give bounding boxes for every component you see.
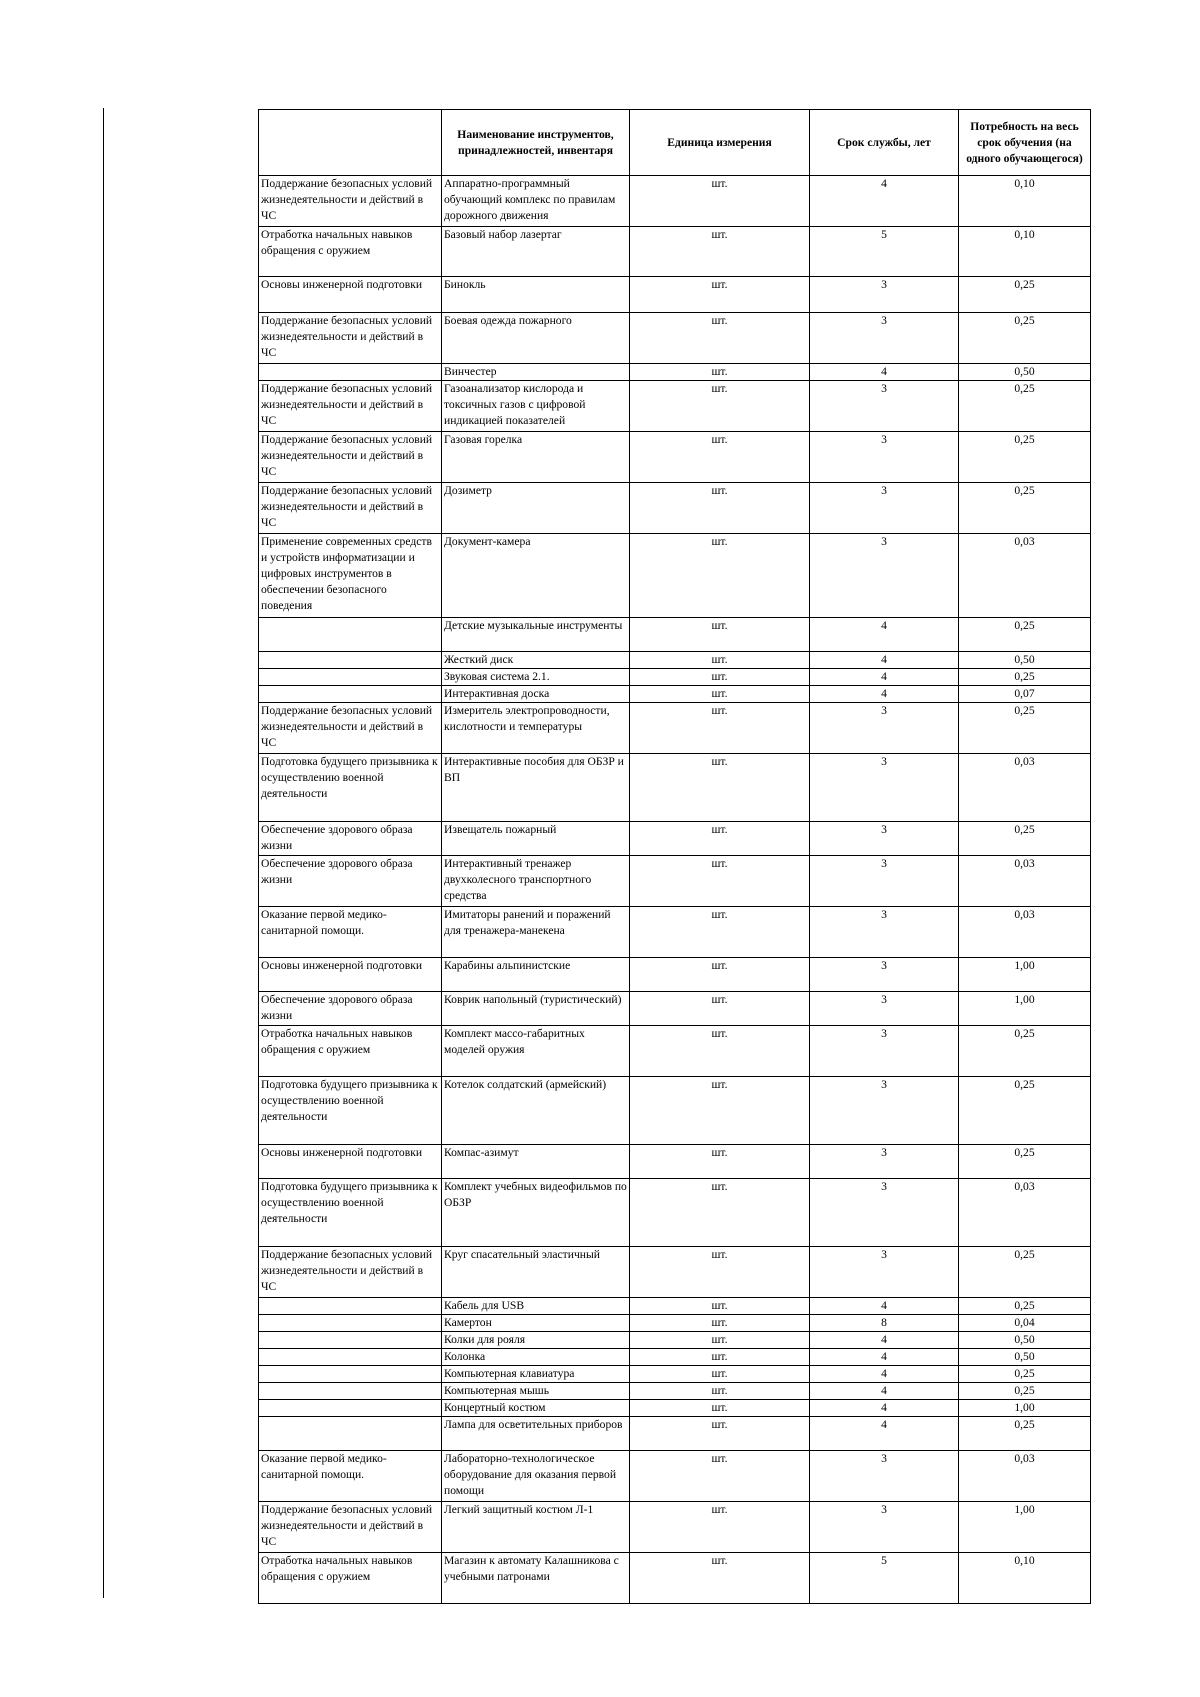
need-cell: 0,25 xyxy=(959,483,1091,534)
item-name-cell: Лампа для осветительных приборов xyxy=(442,1417,630,1451)
table-row xyxy=(259,618,1091,652)
need-cell: 0,25 xyxy=(959,1247,1091,1298)
table-row xyxy=(259,534,1091,618)
need-cell: 0,25 xyxy=(959,822,1091,856)
life-cell: 3 xyxy=(810,432,959,483)
table-row xyxy=(259,364,1091,381)
table-row xyxy=(259,1179,1091,1247)
item-name-cell: Звуковая система 2.1. xyxy=(442,669,630,686)
life-cell: 4 xyxy=(810,176,959,227)
item-name-cell: Комплект массо-габаритных моделей оружия xyxy=(442,1026,630,1077)
item-name-cell: Лабораторно-технологическое оборудование для оказания первой помощи xyxy=(442,1451,630,1502)
unit-cell: шт. xyxy=(630,313,810,364)
need-cell: 0,03 xyxy=(959,754,1091,822)
unit-cell: шт. xyxy=(630,176,810,227)
category-cell xyxy=(259,1383,442,1400)
category-cell: Отработка начальных навыков обращения с оружием xyxy=(259,1553,442,1604)
category-cell xyxy=(259,1349,442,1366)
item-name-cell: Компьютерная клавиатура xyxy=(442,1366,630,1383)
category-cell: Обеспечение здорового образа жизни xyxy=(259,822,442,856)
table-row xyxy=(259,754,1091,822)
category-cell xyxy=(259,618,442,652)
unit-cell: шт. xyxy=(630,992,810,1026)
item-name-cell: Жесткий диск xyxy=(442,652,630,669)
need-cell: 0,03 xyxy=(959,1451,1091,1502)
life-cell: 4 xyxy=(810,686,959,703)
header-category xyxy=(259,110,442,176)
need-cell: 0,50 xyxy=(959,1349,1091,1366)
table-body xyxy=(259,176,1091,1604)
category-cell: Подготовка будущего призывника к осуществлению военной деятельности xyxy=(259,754,442,822)
need-cell: 0,25 xyxy=(959,1145,1091,1179)
unit-cell: шт. xyxy=(630,277,810,313)
category-cell: Основы инженерной подготовки xyxy=(259,277,442,313)
category-cell: Поддержание безопасных условий жизнедеятельности и действий в ЧС xyxy=(259,313,442,364)
table-row xyxy=(259,958,1091,992)
category-cell xyxy=(259,364,442,381)
unit-cell: шт. xyxy=(630,1502,810,1553)
table-row xyxy=(259,703,1091,754)
category-cell xyxy=(259,686,442,703)
need-cell: 1,00 xyxy=(959,992,1091,1026)
item-name-cell: Магазин к автомату Калашникова с учебными патронами xyxy=(442,1553,630,1604)
item-name-cell: Концертный костюм xyxy=(442,1400,630,1417)
table-row xyxy=(259,432,1091,483)
table-row xyxy=(259,822,1091,856)
item-name-cell: Комплект учебных видеофильмов по ОБЗР xyxy=(442,1179,630,1247)
category-cell: Оказание первой медико-санитарной помощи. xyxy=(259,907,442,958)
category-cell: Подготовка будущего призывника к осуществлению военной деятельности xyxy=(259,1077,442,1145)
category-cell xyxy=(259,1400,442,1417)
need-cell: 0,04 xyxy=(959,1315,1091,1332)
need-cell: 0,25 xyxy=(959,703,1091,754)
category-cell: Поддержание безопасных условий жизнедеятельности и действий в ЧС xyxy=(259,703,442,754)
item-name-cell: Имитаторы ранений и поражений для тренажера-манекена xyxy=(442,907,630,958)
life-cell: 3 xyxy=(810,958,959,992)
life-cell: 3 xyxy=(810,1502,959,1553)
table-row xyxy=(259,176,1091,227)
category-cell: Поддержание безопасных условий жизнедеятельности и действий в ЧС xyxy=(259,483,442,534)
need-cell: 0,03 xyxy=(959,907,1091,958)
unit-cell: шт. xyxy=(630,1247,810,1298)
table-row xyxy=(259,1298,1091,1315)
life-cell: 3 xyxy=(810,907,959,958)
unit-cell: шт. xyxy=(630,534,810,618)
category-cell: Поддержание безопасных условий жизнедеятельности и действий в ЧС xyxy=(259,432,442,483)
life-cell: 4 xyxy=(810,669,959,686)
table-row xyxy=(259,856,1091,907)
table-row xyxy=(259,1349,1091,1366)
life-cell: 5 xyxy=(810,227,959,277)
unit-cell: шт. xyxy=(630,1315,810,1332)
category-cell: Поддержание безопасных условий жизнедеятельности и действий в ЧС xyxy=(259,1502,442,1553)
need-cell: 0,03 xyxy=(959,534,1091,618)
unit-cell: шт. xyxy=(630,1077,810,1145)
category-cell xyxy=(259,669,442,686)
category-cell xyxy=(259,1332,442,1349)
item-name-cell: Легкий защитный костюм Л-1 xyxy=(442,1502,630,1553)
need-cell: 0,25 xyxy=(959,1417,1091,1451)
life-cell: 3 xyxy=(810,1077,959,1145)
life-cell: 4 xyxy=(810,1298,959,1315)
category-cell xyxy=(259,1315,442,1332)
unit-cell: шт. xyxy=(630,856,810,907)
unit-cell: шт. xyxy=(630,381,810,432)
life-cell: 4 xyxy=(810,1332,959,1349)
category-cell: Подготовка будущего призывника к осуществлению военной деятельности xyxy=(259,1179,442,1247)
table-row xyxy=(259,1417,1091,1451)
margin-line xyxy=(103,108,104,1598)
life-cell: 3 xyxy=(810,703,959,754)
unit-cell: шт. xyxy=(630,1298,810,1315)
table-row xyxy=(259,1315,1091,1332)
item-name-cell: Измеритель электропроводности, кислотности и температуры xyxy=(442,703,630,754)
table-row xyxy=(259,313,1091,364)
table-row xyxy=(259,686,1091,703)
life-cell: 3 xyxy=(810,1026,959,1077)
life-cell: 3 xyxy=(810,1247,959,1298)
unit-cell: шт. xyxy=(630,1400,810,1417)
life-cell: 3 xyxy=(810,483,959,534)
life-cell: 3 xyxy=(810,277,959,313)
item-name-cell: Круг спасательный эластичный xyxy=(442,1247,630,1298)
need-cell: 0,10 xyxy=(959,227,1091,277)
unit-cell: шт. xyxy=(630,483,810,534)
category-cell: Основы инженерной подготовки xyxy=(259,1145,442,1179)
item-name-cell: Интерактивные пособия для ОБЗР и ВП xyxy=(442,754,630,822)
unit-cell: шт. xyxy=(630,686,810,703)
item-name-cell: Винчестер xyxy=(442,364,630,381)
need-cell: 0,10 xyxy=(959,176,1091,227)
table-row xyxy=(259,1026,1091,1077)
table-row xyxy=(259,1145,1091,1179)
need-cell: 0,25 xyxy=(959,1366,1091,1383)
unit-cell: шт. xyxy=(630,1366,810,1383)
table-row xyxy=(259,483,1091,534)
table-row xyxy=(259,1366,1091,1383)
need-cell: 0,10 xyxy=(959,1553,1091,1604)
unit-cell: шт. xyxy=(630,1349,810,1366)
need-cell: 1,00 xyxy=(959,1502,1091,1553)
header-unit: Единица измерения xyxy=(630,110,810,176)
need-cell: 1,00 xyxy=(959,1400,1091,1417)
unit-cell: шт. xyxy=(630,227,810,277)
unit-cell: шт. xyxy=(630,364,810,381)
table-row xyxy=(259,1332,1091,1349)
table-row xyxy=(259,1451,1091,1502)
item-name-cell: Кабель для USB xyxy=(442,1298,630,1315)
header-need: Потребность на весь срок обучения (на одного обучающегося) xyxy=(959,110,1091,176)
need-cell: 0,25 xyxy=(959,1298,1091,1315)
category-cell xyxy=(259,1366,442,1383)
unit-cell: шт. xyxy=(630,1417,810,1451)
need-cell: 0,03 xyxy=(959,1179,1091,1247)
life-cell: 4 xyxy=(810,652,959,669)
unit-cell: шт. xyxy=(630,703,810,754)
item-name-cell: Детские музыкальные инструменты xyxy=(442,618,630,652)
unit-cell: шт. xyxy=(630,1179,810,1247)
life-cell: 8 xyxy=(810,1315,959,1332)
item-name-cell: Колки для рояля xyxy=(442,1332,630,1349)
need-cell: 0,25 xyxy=(959,1383,1091,1400)
life-cell: 4 xyxy=(810,1417,959,1451)
category-cell: Обеспечение здорового образа жизни xyxy=(259,856,442,907)
item-name-cell: Базовый набор лазертаг xyxy=(442,227,630,277)
need-cell: 0,50 xyxy=(959,1332,1091,1349)
unit-cell: шт. xyxy=(630,907,810,958)
category-cell: Отработка начальных навыков обращения с оружием xyxy=(259,1026,442,1077)
table-row xyxy=(259,381,1091,432)
item-name-cell: Газоанализатор кислорода и токсичных газов с цифровой индикацией показателей xyxy=(442,381,630,432)
category-cell xyxy=(259,1298,442,1315)
need-cell: 0,25 xyxy=(959,313,1091,364)
life-cell: 3 xyxy=(810,856,959,907)
item-name-cell: Дозиметр xyxy=(442,483,630,534)
life-cell: 4 xyxy=(810,1400,959,1417)
item-name-cell: Интерактивная доска xyxy=(442,686,630,703)
category-cell: Основы инженерной подготовки xyxy=(259,958,442,992)
unit-cell: шт. xyxy=(630,754,810,822)
life-cell: 4 xyxy=(810,1383,959,1400)
header-name: Наименование инструментов, принадлежностей, инвентаря xyxy=(442,110,630,176)
life-cell: 3 xyxy=(810,381,959,432)
table-row xyxy=(259,1383,1091,1400)
item-name-cell: Камертон xyxy=(442,1315,630,1332)
table-row xyxy=(259,1247,1091,1298)
table-row xyxy=(259,1077,1091,1145)
need-cell: 0,50 xyxy=(959,652,1091,669)
unit-cell: шт. xyxy=(630,618,810,652)
item-name-cell: Документ-камера xyxy=(442,534,630,618)
unit-cell: шт. xyxy=(630,1451,810,1502)
life-cell: 3 xyxy=(810,534,959,618)
item-name-cell: Котелок солдатский (армейский) xyxy=(442,1077,630,1145)
table-row xyxy=(259,992,1091,1026)
need-cell: 0,25 xyxy=(959,669,1091,686)
unit-cell: шт. xyxy=(630,669,810,686)
need-cell: 0,03 xyxy=(959,856,1091,907)
need-cell: 0,25 xyxy=(959,618,1091,652)
need-cell: 0,25 xyxy=(959,432,1091,483)
life-cell: 4 xyxy=(810,618,959,652)
unit-cell: шт. xyxy=(630,822,810,856)
life-cell: 3 xyxy=(810,754,959,822)
need-cell: 0,25 xyxy=(959,1026,1091,1077)
item-name-cell: Компас-азимут xyxy=(442,1145,630,1179)
unit-cell: шт. xyxy=(630,1026,810,1077)
life-cell: 3 xyxy=(810,1179,959,1247)
life-cell: 5 xyxy=(810,1553,959,1604)
unit-cell: шт. xyxy=(630,958,810,992)
table-row xyxy=(259,1502,1091,1553)
category-cell: Обеспечение здорового образа жизни xyxy=(259,992,442,1026)
unit-cell: шт. xyxy=(630,1145,810,1179)
header-life: Срок службы, лет xyxy=(810,110,959,176)
table-row xyxy=(259,652,1091,669)
item-name-cell: Извещатель пожарный xyxy=(442,822,630,856)
category-cell: Поддержание безопасных условий жизнедеятельности и действий в ЧС xyxy=(259,381,442,432)
need-cell: 0,25 xyxy=(959,277,1091,313)
table-row xyxy=(259,227,1091,277)
item-name-cell: Аппаратно-программный обучающий комплекс по правилам дорожного движения xyxy=(442,176,630,227)
life-cell: 3 xyxy=(810,822,959,856)
item-name-cell: Боевая одежда пожарного xyxy=(442,313,630,364)
item-name-cell: Бинокль xyxy=(442,277,630,313)
table-row xyxy=(259,1400,1091,1417)
life-cell: 3 xyxy=(810,1451,959,1502)
category-cell: Отработка начальных навыков обращения с оружием xyxy=(259,227,442,277)
unit-cell: шт. xyxy=(630,1383,810,1400)
life-cell: 4 xyxy=(810,1366,959,1383)
life-cell: 3 xyxy=(810,313,959,364)
category-cell: Применение современных средств и устройств информатизации и цифровых инструментов в обеспечении безопасного поведения xyxy=(259,534,442,618)
table-row xyxy=(259,1553,1091,1604)
item-name-cell: Колонка xyxy=(442,1349,630,1366)
item-name-cell: Коврик напольный (туристический) xyxy=(442,992,630,1026)
category-cell: Оказание первой медико-санитарной помощи. xyxy=(259,1451,442,1502)
need-cell: 0,50 xyxy=(959,364,1091,381)
need-cell: 1,00 xyxy=(959,958,1091,992)
need-cell: 0,25 xyxy=(959,381,1091,432)
life-cell: 3 xyxy=(810,992,959,1026)
need-cell: 0,07 xyxy=(959,686,1091,703)
category-cell: Поддержание безопасных условий жизнедеятельности и действий в ЧС xyxy=(259,176,442,227)
category-cell: Поддержание безопасных условий жизнедеятельности и действий в ЧС xyxy=(259,1247,442,1298)
unit-cell: шт. xyxy=(630,432,810,483)
inventory-table xyxy=(258,109,1091,1604)
category-cell xyxy=(259,1417,442,1451)
unit-cell: шт. xyxy=(630,652,810,669)
item-name-cell: Компьютерная мышь xyxy=(442,1383,630,1400)
life-cell: 3 xyxy=(810,1145,959,1179)
item-name-cell: Карабины альпинистские xyxy=(442,958,630,992)
need-cell: 0,25 xyxy=(959,1077,1091,1145)
unit-cell: шт. xyxy=(630,1332,810,1349)
table-row xyxy=(259,907,1091,958)
life-cell: 4 xyxy=(810,1349,959,1366)
table-row xyxy=(259,669,1091,686)
table-row xyxy=(259,277,1091,313)
item-name-cell: Газовая горелка xyxy=(442,432,630,483)
unit-cell: шт. xyxy=(630,1553,810,1604)
life-cell: 4 xyxy=(810,364,959,381)
category-cell xyxy=(259,652,442,669)
header-row xyxy=(259,110,1091,176)
item-name-cell: Интерактивный тренажер двухколесного транспортного средства xyxy=(442,856,630,907)
